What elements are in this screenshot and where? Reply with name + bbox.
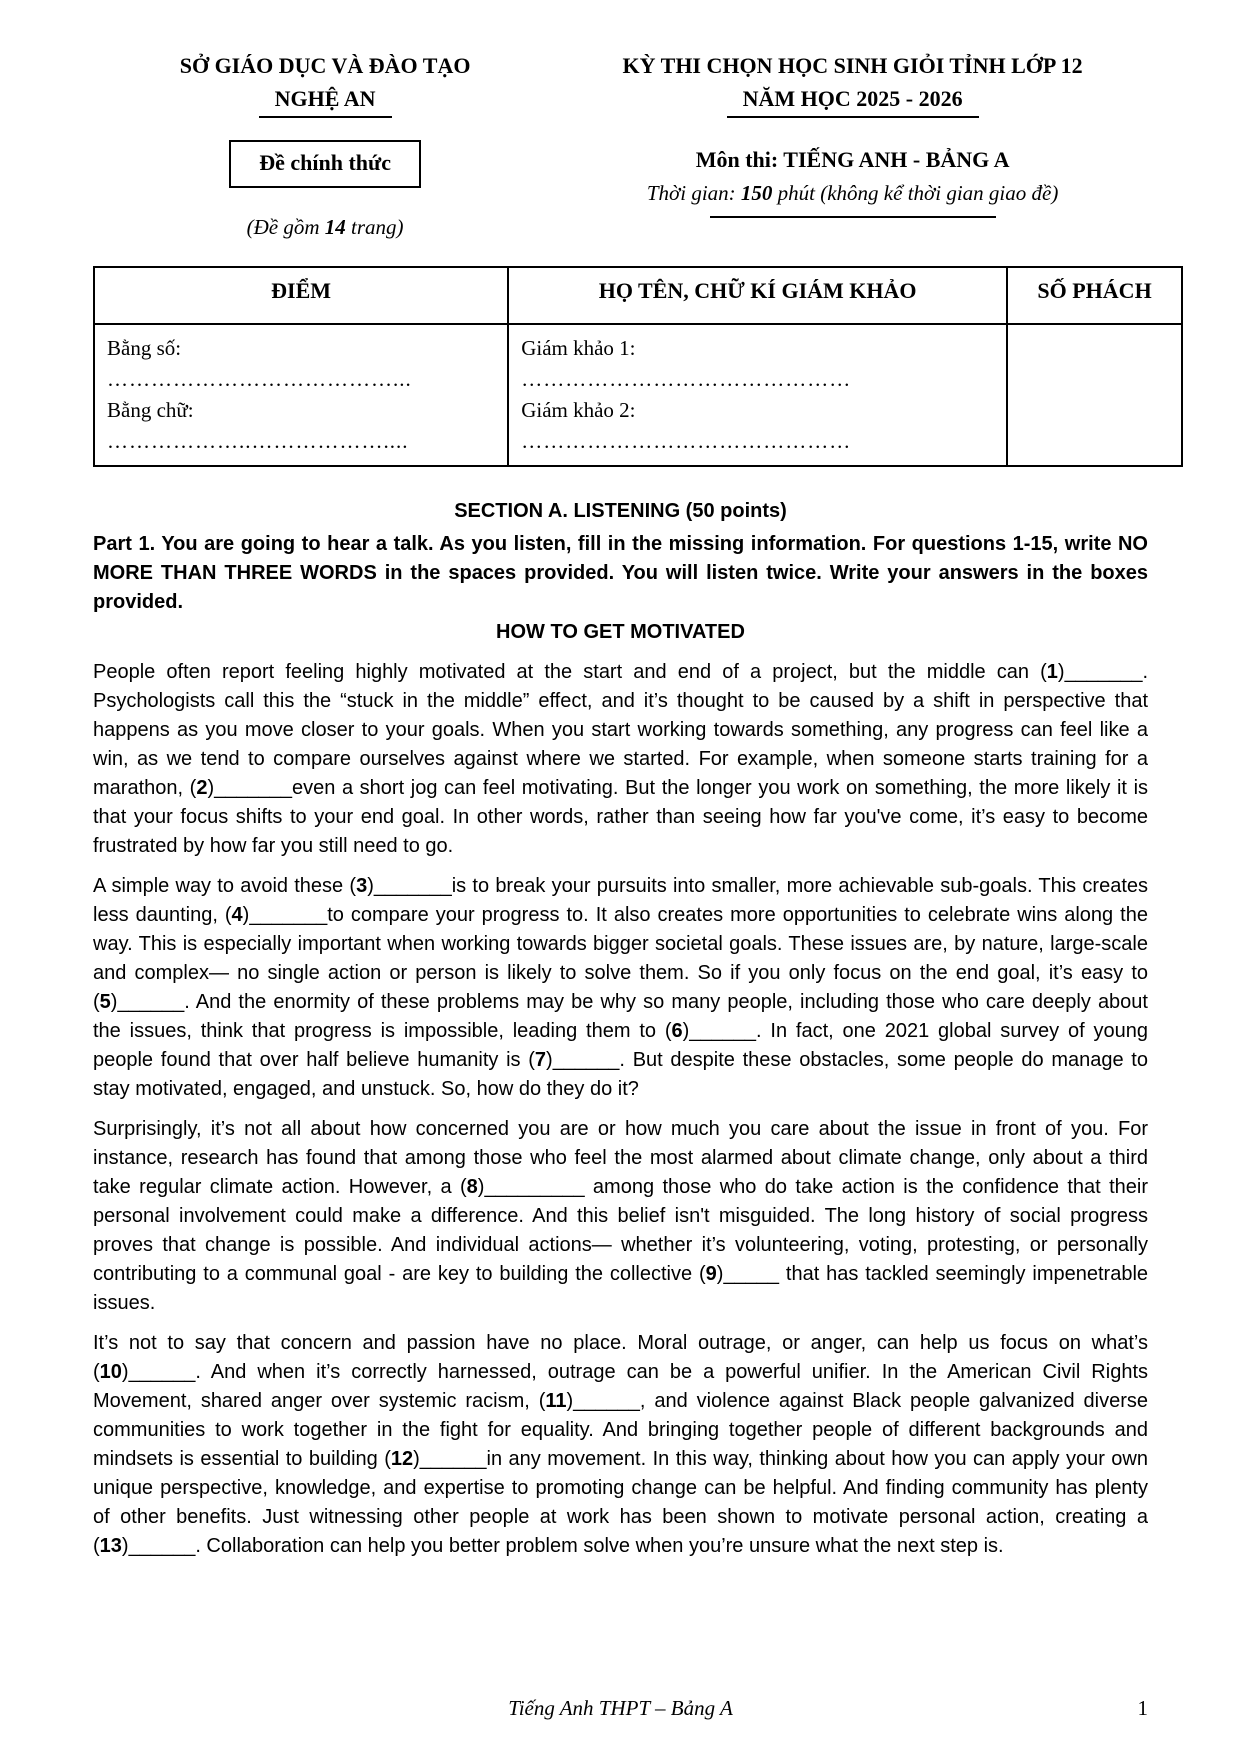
grading-table-head [94, 267, 1182, 324]
time-allowance: Thời gian: 150 phút (không kể thời gian giao đề) [646, 181, 1059, 205]
examiner-1-label: Giám khảo 1: [521, 336, 636, 360]
official-exam-badge-wrap [93, 140, 557, 188]
passage-paragraph-2: A simple way to avoid these (3)_______is to break your pursuits into smaller, more achievable sub-goals. This creates less daunting, (4)_______to compare your progress to. It also creates more opportunities to celebrate wins along the way. This is especially important when working towards bigger societal goals. These issues are, by nature, large-scale and complex— no single action or person is likely to solve them. So if you only focus on the end goal, it’s easy to (5)______. And the enormity of these problems may be why so many people, including those who care deeply about the issues, think that progress is impossible, leading them to (6)______. In fact, one 2021 global survey of young people found that over half believe humanity is (7)______. But despite these obstacles, some people do manage to stay motivated, engaged, and unstuck. So, how do they do it? [93, 875, 1149, 1100]
grading-content-row [94, 324, 1182, 466]
divider-line [710, 216, 996, 218]
score-words-dotted-line: ………………..……………….... [107, 429, 409, 453]
pages-count-note: (Đề gồm 14 trang) [246, 215, 404, 239]
page-footer [93, 1695, 1148, 1721]
examiner-1-dotted-line: ……………………………………… [521, 367, 852, 391]
footer-document-label: Tiếng Anh THPT – Bảng A [508, 1696, 733, 1720]
examiner-2-label: Giám khảo 2: [521, 398, 636, 422]
header-left-block [93, 52, 557, 240]
school-year: NĂM HỌC 2025 - 2026 [727, 86, 979, 118]
header-right-block [557, 52, 1148, 240]
grading-col-examiner-header: HỌ TÊN, CHỮ KÍ GIÁM KHẢO [508, 267, 1007, 324]
part-1-instructions: Part 1. You are going to hear a talk. As you listen, fill in the missing information. For questions 1-15, write NO MORE THAN THREE WORDS in the spaces provided. You will listen twice. Write your answers in the boxes provided. [93, 533, 1148, 613]
exam-title: KỲ THI CHỌN HỌC SINH GIỎI TỈNH LỚP 12 [622, 53, 1083, 78]
score-cell [94, 324, 508, 466]
score-numeric-label: Bằng số: [107, 336, 182, 360]
subject-line: Môn thi: TIẾNG ANH - BẢNG A [695, 147, 1010, 172]
score-numeric-dotted-line: …………………………………... [107, 367, 412, 391]
code-cell [1007, 324, 1182, 466]
official-exam-badge: Đề chính thức [229, 140, 421, 188]
section-a-title: SECTION A. LISTENING (50 points) [454, 500, 787, 522]
issuing-authority: SỞ GIÁO DỤC VÀ ĐÀO TẠO [179, 53, 471, 78]
passage-title: HOW TO GET MOTIVATED [496, 621, 745, 643]
page-number: 1 [1137, 1696, 1148, 1720]
grading-header-row [94, 267, 1182, 324]
school-year-wrap [557, 86, 1148, 118]
issuing-province: NGHỆ AN [259, 86, 392, 118]
examiner-cell [508, 324, 1007, 466]
examiner-2-dotted-line: ……………………………………… [521, 429, 852, 453]
issuing-province-wrap [93, 86, 557, 118]
document-header [93, 52, 1148, 240]
score-words-label: Bằng chữ: [107, 398, 194, 422]
grading-col-code-header: SỐ PHÁCH [1007, 267, 1182, 324]
passage-paragraph-3: Surprisingly, it’s not all about how concerned you are or how much you care about the issue in front of you. For instance, research has found that among those who feel the most alarmed about climate change, only about a third take regular climate action. However, a (8)_________ among those who do take action is the confidence that their personal involvement could make a difference. And this belief isn't misguided. The long history of social progress proves that change is possible. And individual actions— whether it’s volunteering, voting, protesting, or personally contributing to a communal goal - are key to building the collective (9)_____ that has tackled seemingly impenetrable issues. [93, 1118, 1149, 1314]
grading-table-body [94, 324, 1182, 466]
grading-table [93, 266, 1183, 467]
grading-col-score-header: ĐIỂM [94, 267, 508, 324]
passage-paragraph-1: People often report feeling highly motivated at the start and end of a project, but the middle can (1)_______. Psychologists call this the “stuck in the middle” effect, and it’s thought to be caused by a shift in perspective that happens as you move closer to your goals. When you start working towards something, any progress can feel like a win, as we tend to compare ourselves against where we started. For example, when someone starts training for a marathon, (2)_______even a short jog can feel motivating. But the longer you work on something, the more likely it is that your focus shifts to your end goal. In other words, rather than seeing how far you've come, it’s easy to become frustrated by how far you still need to go. [93, 661, 1149, 857]
passage-paragraph-4: It’s not to say that concern and passion have no place. Moral outrage, or anger, can help us focus on what’s (10)______. And when it’s correctly harnessed, outrage can be a powerful unifier. In the American Civil Rights Movement, shared anger over systemic racism, (11)______, and violence against Black people galvanized diverse communities to work together in the fight for equality. And bringing together people of different backgrounds and mindsets is essential to building (12)______in any movement. In this way, thinking about how you can apply your own unique perspective, knowledge, and expertise to promoting change can be helpful. And finding community has plenty of other benefits. Just witnessing other people at work has been shown to motivate personal action, creating a (13)______. Collaboration can help you better problem solve when you’re unsure what the next step is. [93, 1332, 1148, 1557]
